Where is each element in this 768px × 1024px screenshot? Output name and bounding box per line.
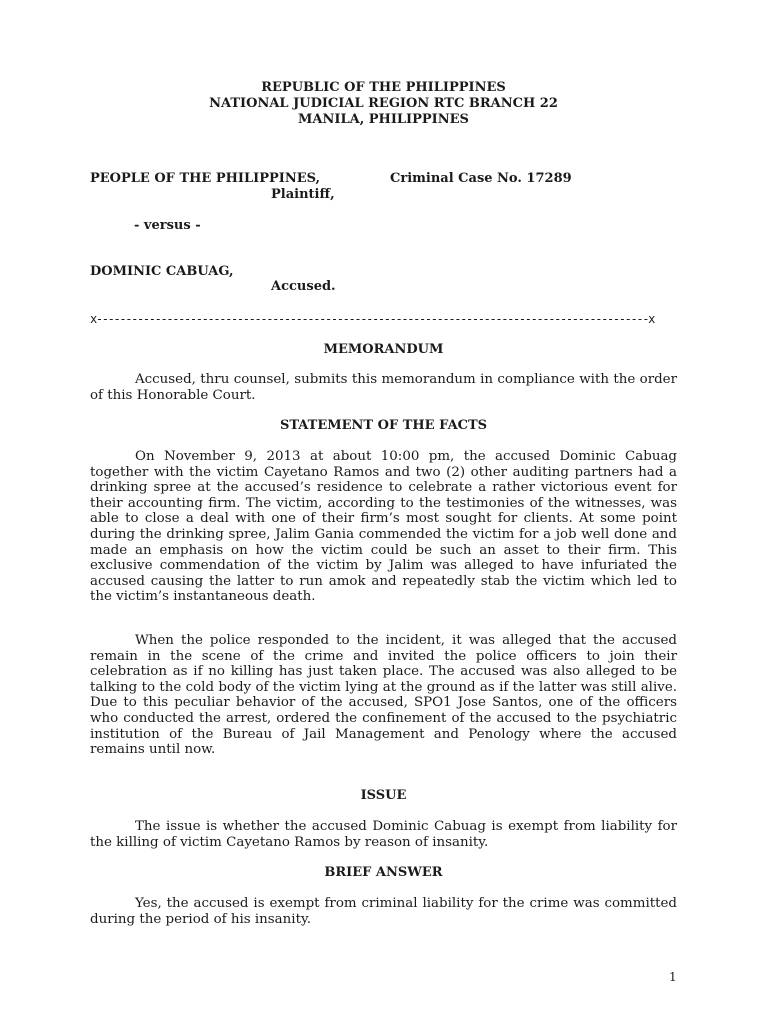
caption-republic: REPUBLIC OF THE PHILIPPINES [261, 80, 506, 95]
intro-paragraph: Accused, thru counsel, submits this memorandum in compliance with the order of this Honorable Court. [90, 372, 677, 403]
plaintiff-role: Plaintiff, [271, 187, 335, 202]
facts-paragraph-1: On November 9, 2013 at about 10:00 pm, the accused Dominic Cabuag together with the victim Cayetano Ramos and two (2) other auditing partners had a drinking spree at the accused’s residence to celebrate a rather victorious event for their accounting firm. The victim, according to the testimonies of the witnesses, was able to close a deal with one of their firm’s most sought for clients. At some point during the drinking spree, Jalim Gania commended the victim for a job well done and made an emphasis on how the victim could be such an asset to their firm. This exclusive commendation of the victim by Jalim was alleged to have infuriated the accused causing the latter to run amok and repeatedly stab the victim which led to the victim’s instantaneous death. [90, 449, 677, 605]
issue-paragraph: The issue is whether the accused Dominic Cabuag is exempt from liability for the killing of victim Cayetano Ramos by reason of insanity. [90, 819, 677, 850]
caption-court: NATIONAL JUDICIAL REGION RTC BRANCH 22 [209, 96, 558, 111]
memorandum-title: MEMORANDUM [323, 342, 444, 357]
plaintiff-name: PEOPLE OF THE PHILIPPINES, [90, 171, 321, 186]
facts-paragraph-2: When the police responded to the incident, it was alleged that the accused remain in the scene of the crime and invited the police officers to join their celebration as if no killing has just taken place. The accused was also alleged to be talking to the cold body of the victim lying at the ground as if the latter was still alive. Due to this peculiar behavior of the accused, SPO1 Jose Santos, one of the officers who conducted the arrest, ordered the confinement of the accused to the psychiatric institution of the Bureau of Jail Management and Penology where the accused remains until now. [90, 633, 677, 758]
document-page [90, 0, 677, 1024]
brief-answer-heading: BRIEF ANSWER [324, 865, 443, 880]
brief-answer-paragraph: Yes, the accused is exempt from criminal liability for the crime was committed during the period of his insanity. [90, 896, 677, 927]
facts-heading: STATEMENT OF THE FACTS [279, 418, 488, 433]
accused-name: DOMINIC CABUAG, [90, 264, 234, 279]
versus-label: - versus - [134, 218, 201, 233]
page-number: 1 [669, 970, 677, 984]
issue-heading: ISSUE [360, 788, 407, 803]
caption-city: MANILA, PHILIPPINES [298, 112, 469, 127]
caption-divider: x----------------------------------------------------------------------------------------------x [90, 312, 654, 326]
accused-role: Accused. [271, 279, 336, 294]
case-number: Criminal Case No. 17289 [390, 171, 572, 186]
